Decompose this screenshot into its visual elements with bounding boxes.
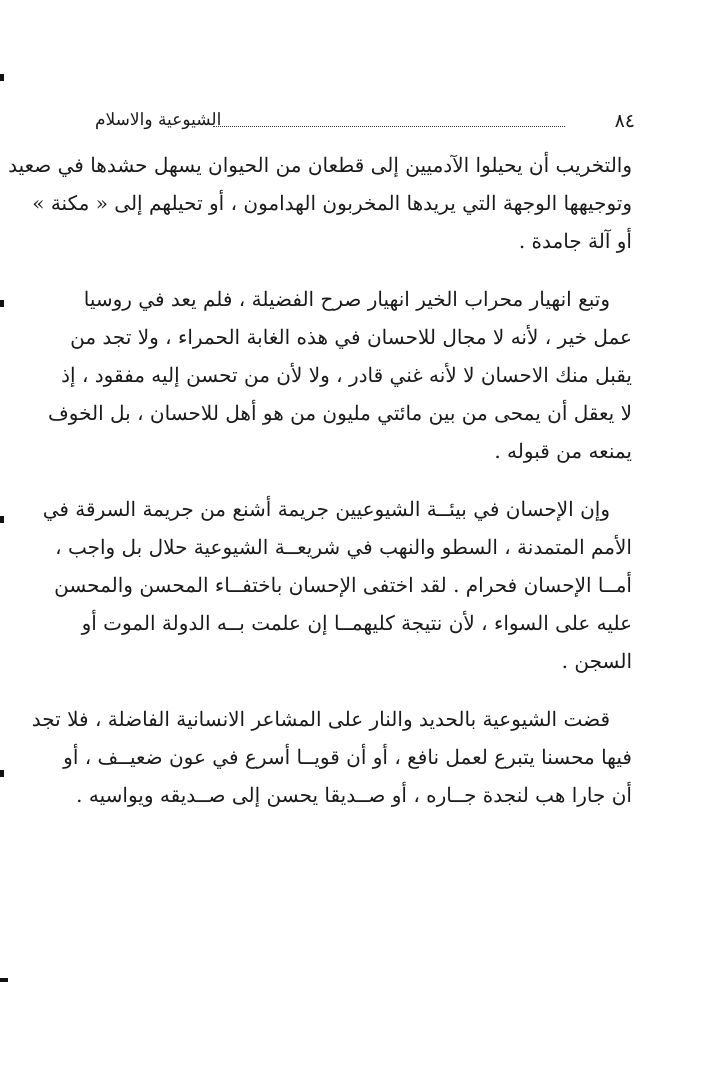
text-line: والتخريب أن يحيلوا الآدميين إلى قطعان من الحيوان يسهل حشدها في صعيد bbox=[8, 153, 632, 177]
paragraph bbox=[42, 490, 632, 680]
text-line: السجن . bbox=[561, 649, 632, 673]
body-text bbox=[8, 146, 632, 834]
paragraph bbox=[8, 146, 632, 260]
text-line: وتوجيهها الوجهة التي يريدها المخربون الهدامون ، أو تحيلهم إلى « مكنة » bbox=[32, 191, 632, 215]
text-line: فيها محسنا يتبرع لعمل نافع ، أو أن قويــا أسرع في عون ضعيــف ، أو bbox=[63, 745, 632, 769]
scan-edge-mark bbox=[0, 978, 8, 982]
text-line: عليه على السواء ، لأن نتيجة كليهمــا إن علمت بــه الدولة الموت أو bbox=[81, 611, 632, 635]
text-line: قضت الشيوعية بالحديد والنار على المشاعر الانسانية الفاضلة ، فلا تجد bbox=[31, 707, 610, 731]
running-header bbox=[95, 108, 635, 136]
text-line: أو آلة جامدة . bbox=[518, 229, 632, 253]
text-line: لا يعقل أن يمحى من بين مائتي مليون من هو أهل للاحسان ، بل الخوف bbox=[48, 401, 632, 425]
running-title: الشيوعية والاسلام bbox=[95, 110, 222, 130]
header-dotted-rule bbox=[213, 126, 565, 127]
paragraph bbox=[48, 280, 632, 470]
page-number: ٨٤ bbox=[614, 110, 635, 132]
scan-edge-mark bbox=[0, 300, 4, 307]
text-line: الأمم المتمدنة ، السطو والنهب في شريعــة الشيوعية حلال بل واجب ، bbox=[55, 535, 632, 559]
text-line: يقبل منك الاحسان لا لأنه غني قادر ، ولا لأن من تحسن إليه مفقود ، إذ bbox=[61, 363, 632, 387]
scan-edge-mark bbox=[0, 516, 4, 523]
text-line: وإن الإحسان في بيئــة الشيوعيين جريمة أشنع من جريمة السرقة في bbox=[42, 497, 610, 521]
text-line: أن جارا هب لنجدة جــاره ، أو صــديقا يحسن إلى صــديقه ويواسيه . bbox=[76, 783, 632, 807]
text-line: يمنعه من قبوله . bbox=[494, 439, 632, 463]
scan-edge-mark bbox=[0, 770, 4, 777]
scan-edge-mark bbox=[0, 74, 4, 81]
text-line: أمــا الإحسان فحرام . لقد اختفى الإحسان باختفــاء المحسن والمحسن bbox=[54, 573, 632, 597]
text-line: عمل خير ، لأنه لا مجال للاحسان في هذه الغابة الحمراء ، ولا تجد من bbox=[70, 325, 632, 349]
paragraph bbox=[31, 700, 632, 814]
text-line: وتبع انهيار محراب الخير انهيار صرح الفضيلة ، فلم يعد في روسيا bbox=[83, 287, 610, 311]
